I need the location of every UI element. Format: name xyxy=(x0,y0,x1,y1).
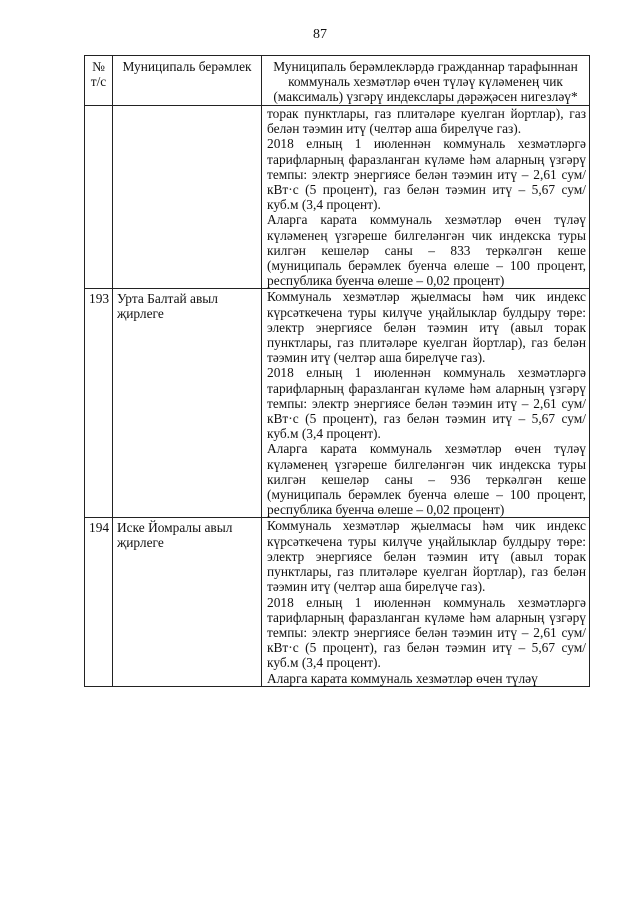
row-municipality xyxy=(113,106,262,289)
row-num: 193 xyxy=(85,289,113,518)
paragraph: Коммуналь хезмәтләр җыелмасы һәм чик индекс күрсәткечена туры килүче уңайлыклар булдыру төре: электр энергиясе белән тәэмин итү (авыл торак пунктлары, газ плитәләре куелган йортлар), газ белән тәэмин итү (челтәр аша бирелүче газ). xyxy=(267,518,586,595)
row-num xyxy=(85,106,113,289)
paragraph: 2018 елның 1 июленнән коммуналь хезмәтләргә тарифларның фаразланган күләме һәм аларның үзгәрү темпы: электр энергиясе белән тәэмин итү – 2,61 сум/кВт·с (5 процент), газ белән тәэмин итү – 5,67 сум/куб.м (3,4 процент). xyxy=(267,594,586,671)
row-municipality: Урта Балтай авыл җирлеге xyxy=(113,289,262,518)
paragraph: 2018 елның 1 июленнән коммуналь хезмәтләргә тарифларның фаразланган күләме һәм аларның үзгәрү темпы: электр энергиясе белән тәэмин итү – 2,61 сум/кВт·с (5 процент), газ белән тәэмин итү – 5,67 сум/куб.м (3,4 процент). xyxy=(267,136,586,213)
row-justification xyxy=(262,289,590,518)
paragraph: Аларга карата коммуналь хезмәтләр өчен түләү күләменең үзгәреше билгеләнгән чик индекска туры килгән кешеләр саны – 936 теркәлгән кеше (муниципаль берәмлек буенча өлеше – 100 процент, республика буенча өлеше – 0,02 процент) xyxy=(267,441,586,518)
row-justification xyxy=(262,518,590,686)
table-row xyxy=(85,289,590,518)
header-num: № т/с xyxy=(85,56,113,106)
table-row xyxy=(85,106,590,289)
paragraph: Аларга карата коммуналь хезмәтләр өчен түләү күләменең үзгәреше билгеләнгән чик индекска туры килгән кешеләр саны – 833 теркәлгән кеше (муниципаль берәмлек буенча өлеше – 100 процент, республика буенча өлеше – 0,02 процент) xyxy=(267,212,586,289)
header-justification: Муниципаль берәмлекләрдә гражданнар тарафыннан коммуналь хезмәтләр өчен түләү күләменең чик (максималь) үзгәрү индекслары дәрәҗәсен нигезләү* xyxy=(262,56,590,106)
page-number: 87 xyxy=(313,27,327,42)
header-municipality: Муниципаль берәмлек xyxy=(113,56,262,106)
row-justification xyxy=(262,106,590,289)
indices-table xyxy=(84,55,590,687)
paragraph: Аларга карата коммуналь хезмәтләр өчен түләү xyxy=(267,670,538,686)
table-header-row xyxy=(85,56,590,106)
table-row xyxy=(85,518,590,686)
paragraph: торак пунктлары, газ плитәләре куелган йортлар), газ белән тәэмин итү (челтәр аша бирелүче газ). xyxy=(267,106,586,137)
paragraph: Коммуналь хезмәтләр җыелмасы һәм чик индекс күрсәткечена туры килүче уңайлыклар булдыру төре: электр энергиясе белән тәэмин итү (авыл торак пунктлары, газ плитәләре куелган йортлар), газ белән тәэмин итү (челтәр аша бирелүче газ). xyxy=(267,289,586,366)
row-municipality: Иске Йомралы авыл җирлеге xyxy=(113,518,262,686)
row-num: 194 xyxy=(85,518,113,686)
paragraph: 2018 елның 1 июленнән коммуналь хезмәтләргә тарифларның фаразланган күләме һәм аларның үзгәрү темпы: электр энергиясе белән тәэмин итү – 2,61 сум/кВт·с (5 процент), газ белән тәэмин итү – 5,67 сум/куб.м (3,4 процент). xyxy=(267,365,586,442)
